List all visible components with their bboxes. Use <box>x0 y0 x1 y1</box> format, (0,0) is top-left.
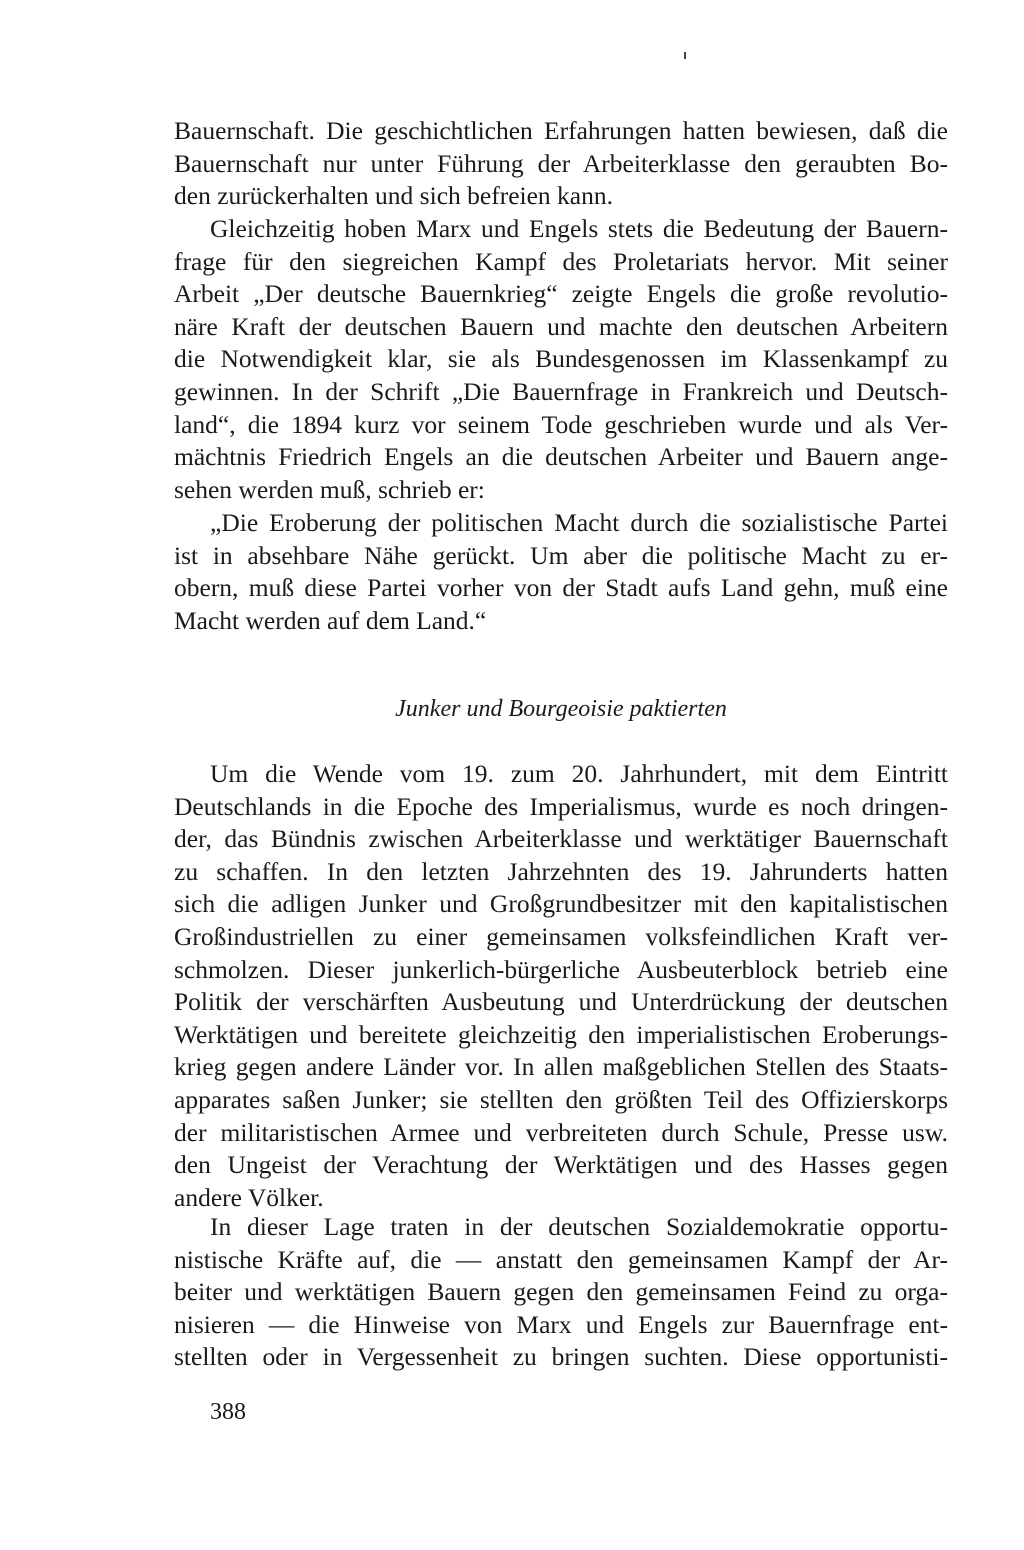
text-line: stellten oder in Vergessenheit zu bringen suchten. Diese opportunisti- <box>174 1342 948 1372</box>
text-line: Deutschlands in die Epoche des Imperialismus, wurde es noch dringen- <box>174 791 948 821</box>
paragraph-marx-engels <box>174 213 948 506</box>
text-line: die Notwendigkeit klar, sie als Bundesgenossen im Klassenkampf zu <box>174 344 948 374</box>
paragraph-opportunists <box>174 1211 948 1374</box>
text-line: näre Kraft der deutschen Bauern und machte den deutschen Arbeitern <box>174 311 948 341</box>
text-line: nisieren — die Hinweise von Marx und Engels zur Bauernfrage ent- <box>174 1309 948 1339</box>
text-line: gewinnen. In der Schrift „Die Bauernfrage in Frankreich und Deutsch- <box>174 376 948 406</box>
text-line: schmolzen. Dieser junkerlich-bürgerliche Ausbeuterblock betrieb eine <box>174 954 948 984</box>
text-line: Macht werden auf dem Land.“ <box>174 605 487 635</box>
text-line: Arbeit „Der deutsche Bauernkrieg“ zeigte Engels die große revolutio- <box>174 279 948 309</box>
text-line: Politik der verschärften Ausbeutung und Unterdrückung der deutschen <box>174 987 948 1017</box>
engels-quote <box>174 507 948 637</box>
text-line: krieg gegen andere Länder vor. In allen maßgeblichen Stellen des Staats- <box>174 1052 948 1082</box>
text-line: land“, die 1894 kurz vor seinem Tode geschrieben wurde und als Ver- <box>174 409 948 439</box>
text-line: „Die Eroberung der politischen Macht durch die sozialistische Partei <box>210 508 948 537</box>
text-line: Werktätigen und bereitete gleichzeitig den imperialistischen Eroberungs- <box>174 1019 948 1049</box>
text-line: den Ungeist der Verachtung der Werktätigen und des Hasses gegen <box>174 1150 948 1180</box>
text-line: den zurückerhalten und sich befreien kann. <box>174 181 613 211</box>
text-line: mächtnis Friedrich Engels an die deutschen Arbeiter und Bauern ange- <box>174 442 948 472</box>
text-line: nistische Kräfte auf, die — anstatt den gemeinsamen Kampf der Ar- <box>174 1244 948 1274</box>
section-heading: Junker und Bourgeoisie paktierten <box>395 696 727 722</box>
text-line: apparates saßen Junker; sie stellten den größten Teil des Offizierskorps <box>174 1084 948 1114</box>
text-line: der, das Bündnis zwischen Arbeiterklasse und werktätiger Bauernschaft <box>174 824 948 854</box>
page-mark <box>684 52 686 59</box>
text-line: sehen werden muß, schrieb er: <box>174 474 485 504</box>
paragraph-continuation <box>174 115 948 213</box>
text-line: ist in absehbare Nähe gerückt. Um aber die politische Macht zu er- <box>174 540 948 570</box>
page-number: 388 <box>210 1399 246 1425</box>
text-line: der militaristischen Armee und verbreiteten durch Schule, Presse usw. <box>174 1117 948 1147</box>
text-line: frage für den siegreichen Kampf des Proletariats hervor. Mit seiner <box>174 246 948 276</box>
text-line: Großindustriellen zu einer gemeinsamen volksfeindlichen Kraft ver- <box>174 921 948 951</box>
text-line: In dieser Lage traten in der deutschen Sozialdemokratie opportu- <box>210 1212 948 1241</box>
text-line: zu schaffen. In den letzten Jahrzehnten des 19. Jahrunderts hatten <box>174 856 948 886</box>
text-line: andere Völker. <box>174 1182 324 1212</box>
text-line: Um die Wende vom 19. zum 20. Jahrhundert, mit dem Eintritt <box>210 759 948 788</box>
text-line: Bauernschaft nur unter Führung der Arbeiterklasse den geraubten Bo- <box>174 148 948 178</box>
paragraph-junker <box>174 758 948 1214</box>
text-line: Gleichzeitig hoben Marx und Engels stets die Bedeutung der Bauern- <box>210 214 948 243</box>
text-line: sich die adligen Junker und Großgrundbesitzer mit den kapitalistischen <box>174 889 948 919</box>
text-line: obern, muß diese Partei vorher von der Stadt aufs Land gehn, muß eine <box>174 573 948 603</box>
text-line: beiter und werktätigen Bauern gegen den gemeinsamen Feind zu orga- <box>174 1277 948 1307</box>
text-line: Bauernschaft. Die geschichtlichen Erfahrungen hatten bewiesen, daß die <box>174 116 948 145</box>
